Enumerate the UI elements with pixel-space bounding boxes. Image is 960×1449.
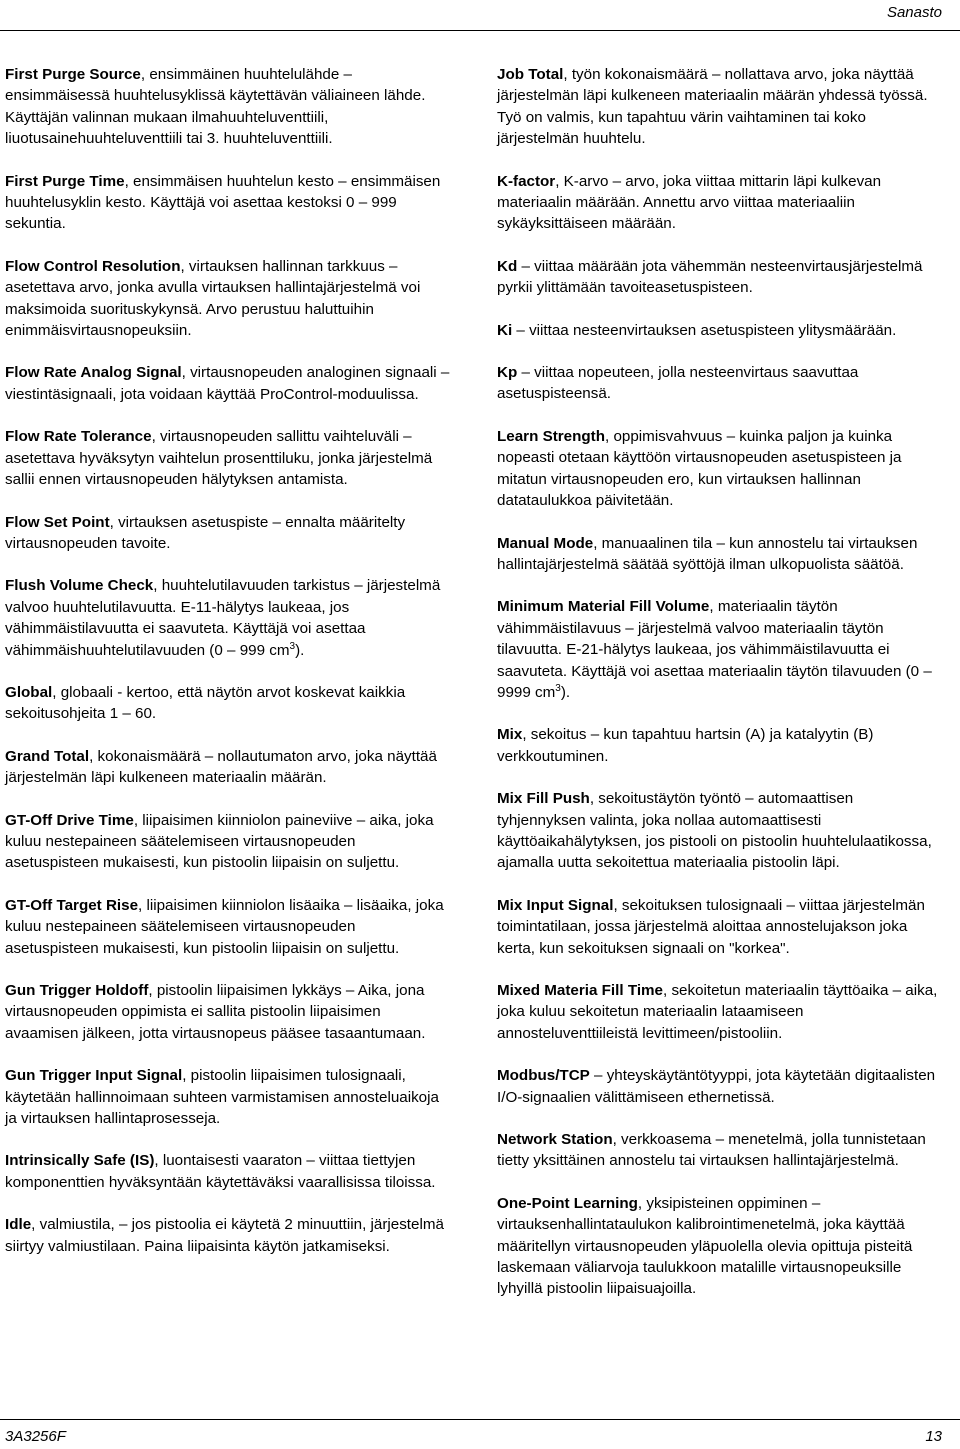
glossary-entry [497,596,945,703]
glossary-term: GT-Off Drive Time [5,811,134,829]
glossary-term: Kd [497,257,518,275]
glossary-term: Job Total [497,66,564,83]
glossary-definition: , liipaisimen kiinniolon lisäaika – lisäaika, joka kuluu nestepaineen säätelemiseen virtausnopeuden asetuspisteen mukaisesti, kun pistoolin liipaisin on suljettu. [5,896,444,957]
glossary-entry [497,1193,945,1300]
glossary-term: Minimum Material Fill Volume [497,598,710,616]
footer-rule [0,1419,960,1420]
glossary-entry [5,512,453,555]
glossary-term: K-factor [497,172,556,190]
glossary-definition: , valmiustila, – jos pistoolia ei käytetä 2 minuuttiin, järjestelmä siirtyy valmiustilaan. Paina liipaisinta käytön jatkamiseksi. [5,1216,444,1255]
glossary-entry [5,810,453,874]
glossary-entry [497,895,945,959]
glossary-definition: , ensimmäisen huuhtelun kesto – ensimmäisen huuhtelusyklin kesto. Käyttäjä voi asettaa kestoksi 0 – 999 sekuntia. [5,172,441,233]
glossary-definition-tail: ). [560,683,571,701]
glossary-definition: , pistoolin liipaisimen lykkäys – Aika, jona virtausnopeuden oppimista ei sallita pistoolin liipaisimen avaamisen jälkeen, jotta virtausnopeus pääsee tasaantumaan. [5,982,426,1042]
page-number: 13 [925,1428,942,1445]
glossary-term: Modbus/TCP [497,1067,590,1085]
glossary-definition: – viittaa määrään jota vähemmän nesteenvirtausjärjestelmä pyrkii ylittämään tavoiteasetuspisteen. [497,257,923,297]
glossary-entry [5,746,453,789]
glossary-definition: , manuaalinen tila – kun annostelu tai virtauksen hallintajärjestelmä säätää syöttöjä ilman ulkopuolista säätöä. [497,534,918,573]
glossary-term: Flow Set Point [5,513,110,531]
glossary-entry [497,426,945,512]
glossary-entry [497,320,945,341]
glossary-entry [5,256,453,342]
glossary-term: Mix Fill Push [497,790,590,808]
glossary-definition: , sekoituksen tulosignaali – viittaa järjestelmän toimintatilaan, jossa järjestelmä aloittaa annostelujakson joka kerta, kun sekoituksen signaali on "korkea". [497,896,925,957]
glossary-definition: , luontaisesti vaaraton – viittaa tiettyjen komponenttien hyväksyntään käytettäväksi vaarallisissa tiloissa. [5,1152,436,1191]
glossary-entry [497,1065,945,1108]
glossary-definition: – viittaa nopeuteen, jolla nesteenvirtaus saavuttaa asetuspisteensä. [497,364,859,403]
glossary-definition: – viittaa nesteenvirtauksen asetuspisteen ylitysmäärään. [512,321,897,339]
glossary-term: Manual Mode [497,534,594,552]
glossary-entry [5,362,453,405]
superscript: 3 [555,682,561,694]
glossary-term: Flow Rate Tolerance [5,428,152,446]
glossary-term: Flush Volume Check [5,577,154,595]
glossary-definition: , kokonaismäärä – nollautumaton arvo, joka näyttää järjestelmän läpi kulkeneen materiaalin määrän. [5,747,437,787]
glossary-entry [497,1129,945,1172]
glossary-entry [5,64,453,150]
glossary-definition: , huuhtelutilavuuden tarkistus – järjestelmä valvoo huuhtelutilavuutta. E-11-hälytys laukeaa, jos vähimmäistilavuutta ei saavuteta. Käyttäjä voi asettaa vähimmäishuuhtelutilavuuden (0 – 999 cm [5,577,441,659]
glossary-definition: , pistoolin liipaisimen tulosignaali, käytetään hallinnoimaan suhteen varmistamisen annosteluaikoja ja virtauksen hallintaprosesseja. [5,1067,439,1128]
glossary-term: Idle [5,1216,32,1234]
glossary-term: Intrinsically Safe (IS) [5,1152,155,1170]
running-header: Sanasto [886,4,942,21]
glossary-entry [5,682,453,725]
glossary-entry [5,980,453,1044]
glossary-definition: , virtausnopeuden sallittu vaihteluväli – asetettava hyväksytyn vaihtelun prosenttiluku, jonka järjestelmä sallii ennen virtausnopeuden hälytyksen antamista. [5,428,433,489]
glossary-entry [5,426,453,490]
glossary-term: Learn Strength [497,427,606,445]
glossary-term: Grand Total [5,747,90,765]
glossary-term: Flow Control Resolution [5,257,181,275]
glossary-definition: , oppimisvahvuus – kuinka paljon ja kuinka nopeasti otetaan käyttöön virtausnopeuden asetuspisteen ja mitatun virtausnopeuden ero, kun virtauksen hallinnan datataulukkoa päivitetään. [497,427,902,510]
glossary-definition: , verkkoasema – menetelmä, jolla tunnistetaan tietty yksittäinen annostelu tai virtauksen hallintajärjestelmä. [497,1131,926,1170]
glossary-term: Network Station [497,1131,613,1149]
glossary-definition-tail: ). [295,641,305,659]
glossary-entry [5,171,453,235]
glossary-term: First Purge Source [5,66,141,83]
glossary-term: Flow Rate Analog Signal [5,364,182,382]
glossary-term: Mix Input Signal [497,896,614,914]
glossary-definition: , ensimmäinen huuhtelulähde – ensimmäisessä huuhtelusyklissä käytettävän väliaineen lähde. Käyttäjän valinnan mukaan ilmahuuhteluventtiili, liuotusainehuuhteluventtiili tai 3. huuhteluventtiili. [5,66,426,148]
glossary-definition: – yhteyskäytäntötyyppi, jota käytetään digitaalisten I/O-signaalien välittämiseen ethernetissä. [497,1067,936,1106]
glossary-term: Mixed Materia Fill Time [497,982,663,999]
glossary-entry [5,1214,453,1257]
glossary-term: First Purge Time [5,172,125,190]
glossary-entry [497,64,945,150]
glossary-definition: , globaali - kertoo, että näytön arvot koskevat kaikkia sekoitusohjeita 1 – 60. [5,683,406,723]
glossary-definition: , K-arvo – arvo, joka viittaa mittarin läpi kulkevan materiaalin määrään. Annettu arvo viittaa materiaaliin sykäyksittäiseen määrään. [497,172,882,233]
glossary-definition: , sekoitus – kun tapahtuu hartsin (A) ja katalyytin (B) verkkoutuminen. [497,726,874,765]
header-rule [0,30,960,31]
glossary-term: Mix [497,726,523,744]
glossary-definition: , virtauksen hallinnan tarkkuus – asetettava arvo, jonka avulla virtauksen hallintajärjestelmä voi maksimoida suorituskykynsä. Arvo perustuu haluttuihin enimmäisvirtausnopeuksiin. [5,257,421,340]
glossary-definition: , yksipisteinen oppiminen – virtauksenhallintataulukon kalibrointimenetelmä, joka käyttää määritellyn virtausnopeuden yläpuolella olevia opittuja pisteitä laskemaan väliarvoja taulukkoon matalille virtausnopeuksille lyhyillä pistoolin liipaisuajoilla. [497,1194,913,1298]
left-column [5,64,453,1278]
glossary-definition: , työn kokonaismäärä – nollattava arvo, joka näyttää järjestelmän läpi kulkeneen materiaalin määrän yhdessä työssä. Työ on valmis, kun tapahtuu värin vaihtaminen tai koko järjestelmän huuhtelu. [497,66,928,148]
glossary-definition: , sekoitetun materiaalin täyttöaika – aika, joka kuluu sekoitetun materiaalin lataamiseen annosteluventtiileistä levittimeen/pistooliin. [497,982,938,1042]
right-column [497,64,945,1321]
glossary-entry [5,1065,453,1129]
glossary-entry [497,980,945,1044]
glossary-definition: , sekoitustäytön työntö – automaattisen tyhjennyksen valinta, joka nollaa automaattisesti käyttöaikahälytyksen, jos pistooli on pistoolin huuhtelulaatikossa, ajamalla uutta sekoitettua materiaalia pistoolin läpi. [497,790,932,872]
glossary-entry [497,256,945,299]
glossary-term: Kp [497,364,518,382]
glossary-entry [5,895,453,959]
glossary-definition: , materiaalin täytön vähimmäistilavuus – järjestelmä valvoo materiaalin täytön tilavuutta. E-21-hälytys laukeaa, jos vähimmäistilavuutta ei saavuteta. Käyttäjä voi asettaa materiaalin täytön tilavuuden (0 – 9999 cm [497,598,932,701]
glossary-entry [497,788,945,874]
glossary-term: One-Point Learning [497,1194,638,1212]
document-id: 3A3256F [5,1428,66,1445]
glossary-entry [497,533,945,576]
glossary-term: Gun Trigger Holdoff [5,982,149,999]
superscript: 3 [289,640,296,652]
glossary-definition: , virtausnopeuden analoginen signaali – viestintäsignaali, jota voidaan käyttää ProControl-moduulissa. [5,364,450,403]
glossary-term: Global [5,683,53,701]
glossary-entry [5,575,453,661]
glossary-term: Ki [497,321,513,339]
glossary-entry [497,724,945,767]
glossary-entry [497,171,945,235]
glossary-definition: , virtauksen asetuspiste – ennalta määritelty virtausnopeuden tavoite. [5,513,406,552]
glossary-term: GT-Off Target Rise [5,896,139,914]
glossary-entry [497,362,945,405]
glossary-term: Gun Trigger Input Signal [5,1067,183,1085]
glossary-definition: , liipaisimen kiinniolon paineviive – aika, joka kuluu nestepaineen säätelemiseen virtausnopeuden asetuspisteen mukaisesti, kun pistoolin liipaisin on suljettu. [5,811,434,872]
glossary-entry [5,1150,453,1193]
